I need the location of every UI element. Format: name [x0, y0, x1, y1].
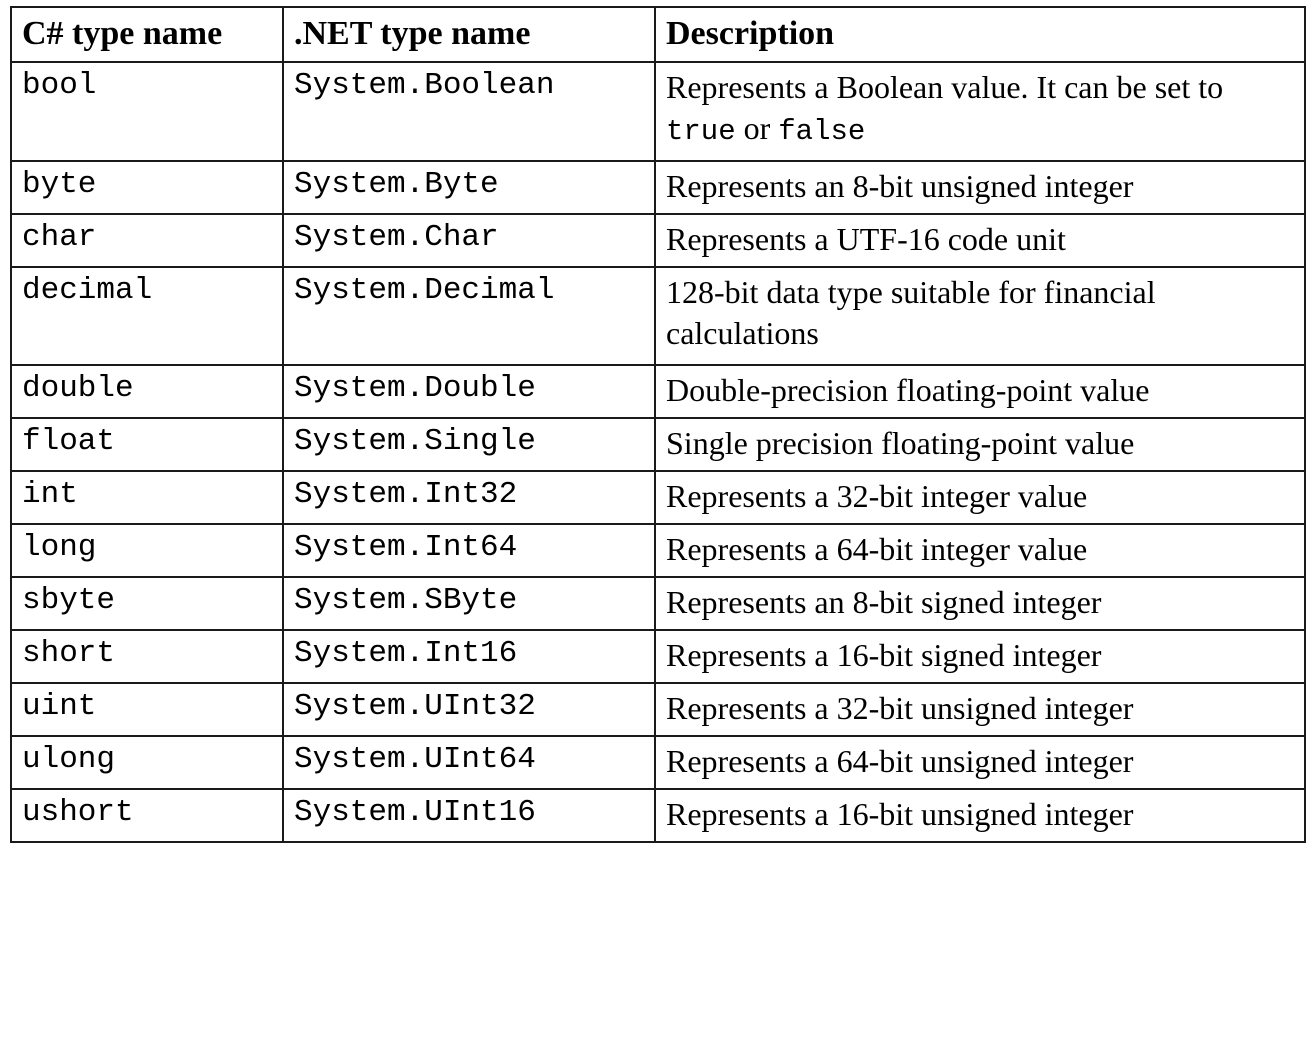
table-row — [11, 789, 1305, 842]
cell-net-type: System.Char — [283, 214, 655, 267]
cell-net-type: System.Int32 — [283, 471, 655, 524]
cell-description: Represents a 64-bit integer value — [655, 524, 1305, 577]
column-header-description: Description — [655, 7, 1305, 62]
cell-net-type: System.Boolean — [283, 62, 655, 161]
cell-description: 128-bit data type suitable for financial calculations — [655, 267, 1305, 365]
cell-description: Double-precision floating-point value — [655, 365, 1305, 418]
cell-cs-type: byte — [11, 161, 283, 214]
column-header-net-type: .NET type name — [283, 7, 655, 62]
table-body — [11, 62, 1305, 841]
cell-cs-type: bool — [11, 62, 283, 161]
cell-description: Represents a UTF-16 code unit — [655, 214, 1305, 267]
cell-description: Single precision floating-point value — [655, 418, 1305, 471]
inline-code: true — [666, 115, 736, 149]
cell-cs-type: sbyte — [11, 577, 283, 630]
cell-description: Represents a 16-bit signed integer — [655, 630, 1305, 683]
table-row — [11, 365, 1305, 418]
cell-net-type: System.Byte — [283, 161, 655, 214]
cell-cs-type: long — [11, 524, 283, 577]
cell-cs-type: uint — [11, 683, 283, 736]
cell-net-type: System.UInt16 — [283, 789, 655, 842]
cell-description: Represents a 64-bit unsigned integer — [655, 736, 1305, 789]
cell-cs-type: int — [11, 471, 283, 524]
cell-net-type: System.SByte — [283, 577, 655, 630]
column-header-cs-type: C# type name — [11, 7, 283, 62]
table-row — [11, 418, 1305, 471]
table-row — [11, 62, 1305, 161]
table-header — [11, 7, 1305, 62]
table-row — [11, 471, 1305, 524]
cell-description: Represents a 32-bit unsigned integer — [655, 683, 1305, 736]
cell-net-type: System.Decimal — [283, 267, 655, 365]
cell-cs-type: short — [11, 630, 283, 683]
table-row — [11, 683, 1305, 736]
cell-description: Represents a 16-bit unsigned integer — [655, 789, 1305, 842]
table-row — [11, 161, 1305, 214]
cell-cs-type: float — [11, 418, 283, 471]
inline-code: false — [778, 115, 866, 149]
cell-net-type: System.Single — [283, 418, 655, 471]
cell-description: Represents an 8-bit unsigned integer — [655, 161, 1305, 214]
cell-net-type: System.Double — [283, 365, 655, 418]
cell-description: Represents a 32-bit integer value — [655, 471, 1305, 524]
cell-cs-type: char — [11, 214, 283, 267]
cell-cs-type: ulong — [11, 736, 283, 789]
cell-net-type: System.Int64 — [283, 524, 655, 577]
csharp-types-table — [10, 6, 1306, 843]
cell-net-type: System.UInt64 — [283, 736, 655, 789]
table-row — [11, 267, 1305, 365]
table-row — [11, 577, 1305, 630]
cell-cs-type: double — [11, 365, 283, 418]
table-row — [11, 630, 1305, 683]
cell-net-type: System.UInt32 — [283, 683, 655, 736]
table-row — [11, 736, 1305, 789]
cell-cs-type: ushort — [11, 789, 283, 842]
table-row — [11, 524, 1305, 577]
table-header-row — [11, 7, 1305, 62]
cell-net-type: System.Int16 — [283, 630, 655, 683]
cell-cs-type: decimal — [11, 267, 283, 365]
cell-description: Represents an 8-bit signed integer — [655, 577, 1305, 630]
cell-description: Represents a Boolean value. It can be set to true or false — [655, 62, 1305, 161]
table-row — [11, 214, 1305, 267]
